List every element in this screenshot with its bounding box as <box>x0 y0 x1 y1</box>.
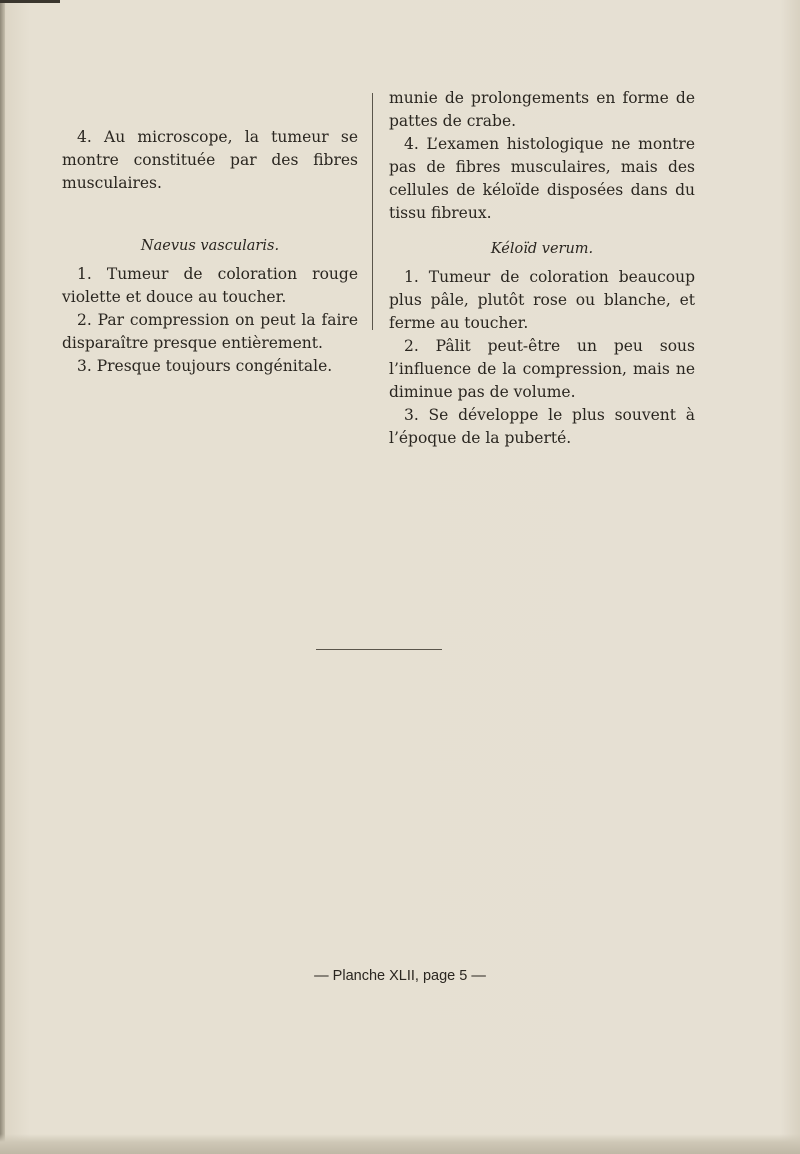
left-column <box>62 126 358 378</box>
right-item-3: 3. Se développe le plus souvent à l’époque de la puberté. <box>389 406 695 447</box>
left-item-2: 2. Par compression on peut la faire disparaître presque entièrement. <box>62 311 358 352</box>
left-paragraph-4: 4. Au microscope, la tumeur se montre constituée par des fibres musculaires. <box>62 128 358 192</box>
left-item-1: 1. Tumeur de coloration rouge violette et douce au toucher. <box>62 265 358 306</box>
right-heading: Kéloïd verum. <box>490 241 594 257</box>
column-divider <box>372 93 373 330</box>
page-bottom-edge <box>0 1134 800 1154</box>
right-item-2: 2. Pâlit peut-être un peu sous l’influence de la compression, mais ne diminue pas de volume. <box>389 337 695 401</box>
page-footer: — Planche XLII, page 5 — <box>314 968 486 984</box>
right-column <box>389 87 695 450</box>
right-paragraph-4: 4. L’examen histologique ne montre pas de fibres musculaires, mais des cellules de kéloïde disposées dans du tissu fibreux. <box>389 135 695 222</box>
left-item-3: 3. Presque toujours congénitale. <box>77 357 333 375</box>
end-rule <box>316 649 442 650</box>
right-continuation: munie de prolongements en forme de pattes de crabe. <box>389 89 695 130</box>
right-item-1: 1. Tumeur de coloration beaucoup plus pâle, plutôt rose ou blanche, et ferme au toucher. <box>389 268 695 332</box>
page-top-edge <box>0 0 60 3</box>
left-heading: Naevus vascularis. <box>140 238 280 254</box>
